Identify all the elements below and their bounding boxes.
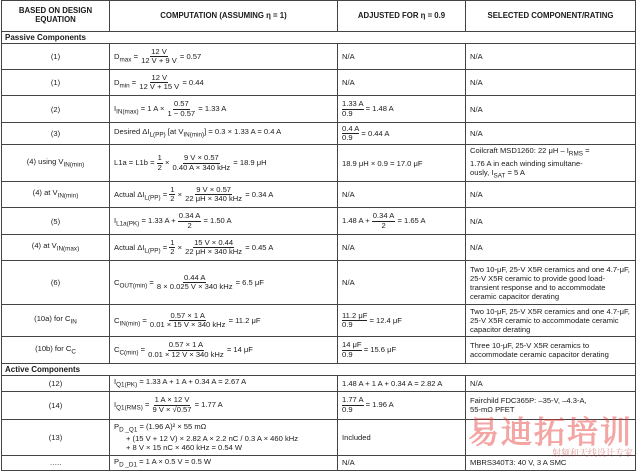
fraction-numerator: 0.57 × 1 A — [170, 310, 205, 320]
fraction-denominator: 2 — [187, 220, 192, 230]
fraction — [342, 100, 364, 118]
fraction-denominator: 8 × 0.025 V × 340 kHz — [156, 282, 233, 292]
adjusted-cell: N/A — [338, 70, 466, 96]
equation-ref-subscript: IN(min) — [63, 161, 85, 169]
computation-cell — [110, 261, 338, 305]
adjusted-cell — [338, 391, 466, 419]
table-row — [2, 182, 636, 208]
formula-subscript: OUT(min) — [119, 282, 148, 290]
formula-result: = 11.2 μF — [226, 315, 261, 325]
equation-ref-text: (10a) for C — [34, 314, 71, 324]
fraction-denominator: 22 μH × 340 kHz — [185, 247, 243, 257]
watermark-title: 易迪拓培训 — [468, 415, 633, 451]
computation-cell — [110, 235, 338, 261]
equation-ref-text: (4) at V — [31, 241, 57, 251]
table-row — [2, 235, 636, 261]
selected-cell: N/A — [466, 123, 636, 145]
fraction-numerator: 11.2 μF — [342, 310, 368, 320]
formula-symbol: D — [114, 77, 120, 87]
equation-ref — [2, 182, 110, 208]
selected-subscript: RMS — [568, 150, 583, 158]
fraction-denominator: 0.40 A × 340 kHz — [172, 162, 231, 172]
equation-ref-subscript: C — [71, 348, 76, 356]
section-row-passive — [2, 32, 636, 44]
selected-cell: N/A — [466, 70, 636, 96]
equation-ref: (6) — [2, 261, 110, 305]
fraction — [342, 396, 364, 414]
adjusted-cell: N/A — [338, 261, 466, 305]
adjusted-cell: N/A — [338, 44, 466, 70]
section-title: Passive Components — [2, 32, 636, 44]
formula-subscript: Q1(RMS) — [116, 404, 143, 412]
selected-text: Coilcraft MSD1260: 22 μH – I — [470, 146, 569, 155]
col-header-adjusted: ADJUSTED FOR η = 0.9 — [338, 1, 466, 32]
table-row — [2, 376, 636, 392]
formula-text: L1a = L1b = — [114, 158, 157, 168]
computation-cell — [110, 96, 338, 123]
table-row — [2, 123, 636, 145]
computation-cell — [110, 208, 338, 235]
formula-text: [at V — [165, 127, 184, 137]
table-row — [2, 337, 636, 364]
selected-cell: N/A — [466, 44, 636, 70]
selected-cell: N/A — [466, 235, 636, 261]
formula-result: = 0.34 A — [243, 189, 274, 199]
selected-line — [470, 168, 631, 181]
formula-result: = 15.6 μF — [361, 345, 397, 355]
table-row — [2, 208, 636, 235]
selected-subscript: SAT — [493, 172, 506, 180]
formula-symbol: I — [114, 104, 117, 113]
selected-line — [470, 146, 631, 159]
formula-text: = — [160, 242, 170, 252]
equation-ref — [2, 235, 110, 261]
formula-symbol: P — [114, 456, 120, 466]
formula-symbol: P — [114, 421, 120, 431]
selected-cell — [466, 415, 636, 455]
fraction — [149, 312, 227, 330]
equation-ref: (13) — [2, 419, 110, 455]
formula-symbol: C — [114, 315, 120, 325]
fraction-numerator: 14 μF — [342, 340, 362, 350]
formula-text: × — [175, 242, 185, 252]
equation-ref: (1) — [2, 70, 110, 96]
fraction — [152, 396, 193, 414]
formula-result: = 12.4 μF — [367, 315, 402, 325]
formula-text: 1.48 A + — [342, 216, 372, 226]
formula-symbol: Actual ΔI — [114, 242, 145, 252]
adjusted-cell: Included — [338, 419, 466, 455]
formula-result: = 1.33 A + 1 A + 0.34 A = 2.67 A — [137, 377, 247, 387]
selected-cell: Two 10-μF, 25-V X5R ceramics and one 4.7-μF, 25-V X5R ceramic to accommodate ceramic capacitor derating — [466, 305, 636, 337]
equation-ref — [2, 337, 110, 364]
table-row — [2, 419, 636, 455]
selected-cell — [466, 391, 636, 419]
formula-result: ] = 0.3 × 1.33 A = 0.4 A — [204, 127, 282, 137]
adjusted-cell: 1.48 A + 1 A + 0.34 A = 2.82 A — [338, 376, 466, 392]
selected-cell: N/A — [466, 208, 636, 235]
fraction — [342, 312, 367, 330]
formula-text: = — [142, 400, 152, 410]
formula-line: + 8 V × 15 nC × 460 kHz = 0.54 W — [126, 443, 243, 453]
fraction-numerator: 1 — [157, 153, 162, 163]
fraction — [138, 74, 180, 92]
computation-cell — [110, 305, 338, 337]
formula-symbol: C — [114, 277, 120, 287]
fraction-denominator: 0.9 — [342, 108, 353, 118]
fraction-denominator: 2 — [170, 194, 175, 204]
equation-ref: (5) — [2, 208, 110, 235]
fraction-denominator: 1 − 0.57 — [167, 108, 196, 118]
equation-ref: (1) — [2, 44, 110, 70]
formula-text: = — [131, 51, 141, 61]
equation-ref-subscript: IN(max) — [56, 245, 80, 253]
formula-result: = 0.44 — [180, 77, 204, 87]
selected-cell: N/A — [466, 182, 636, 208]
fraction-numerator: 1 — [170, 237, 175, 247]
formula-text: × — [175, 189, 185, 199]
formula-result: = 0.45 A — [243, 242, 274, 252]
fraction-numerator: 12 V — [151, 72, 168, 82]
col-header-selected-component: SELECTED COMPONENT/RATING — [466, 1, 636, 32]
fraction-numerator: 9 V × 0.57 — [196, 184, 232, 194]
formula-subscript: IN(min) — [119, 320, 141, 328]
table-row — [2, 455, 636, 471]
formula-symbol: Actual ΔI — [114, 189, 145, 199]
formula-subscript: IN(min) — [183, 131, 205, 139]
fraction-denominator: 0.9 — [342, 320, 353, 330]
equation-ref-text: (10b) for C — [35, 343, 72, 353]
fraction-numerator: 0.4 A — [342, 123, 360, 133]
col-header-computation: COMPUTATION (ASSUMING η = 1) — [110, 1, 338, 32]
fraction — [172, 154, 232, 172]
formula-subscript: Q1(PK) — [116, 381, 138, 389]
table-row — [2, 391, 636, 419]
fraction-denominator: 12 V + 15 V — [139, 82, 180, 91]
fraction-numerator: 0.34 A — [178, 211, 201, 221]
selected-cell: Two 10-μF, 25-V X5R ceramics and one 4.7-μF, 25-V X5R ceramic to provide good load-transient response and to accommodate ceramic capacitor derating — [466, 261, 636, 305]
fraction — [156, 274, 234, 292]
fraction — [147, 341, 225, 359]
equation-ref: (2) — [2, 96, 110, 123]
computation-cell — [110, 391, 338, 419]
computation-cell — [110, 182, 338, 208]
computation-cell — [110, 337, 338, 364]
adjusted-cell — [338, 96, 466, 123]
equation-ref: (12) — [2, 376, 110, 392]
fraction-numerator: 1 A × 12 V — [154, 395, 190, 405]
computation-cell — [110, 419, 338, 455]
fraction-denominator: 0.01 × 15 V × 340 kHz — [149, 320, 226, 330]
fraction-denominator: 2 — [157, 162, 162, 172]
adjusted-cell: N/A — [338, 455, 466, 471]
design-table — [1, 0, 636, 471]
adjusted-cell — [338, 337, 466, 364]
formula-result: = 1.77 A — [192, 400, 223, 410]
formula-text: = — [160, 189, 170, 199]
formula-result: = 1.96 A — [363, 400, 394, 410]
fraction-numerator: 12 V — [151, 46, 167, 56]
formula-line: + (15 V + 12 V) × 2.82 A × 2.2 nC / 0.3 A × 460 kHz — [126, 434, 299, 444]
table-row — [2, 70, 636, 96]
selected-line: Fairchild FDC365P: –35-V, –4.3-A, — [470, 396, 587, 406]
formula-subscript: L(PP) — [144, 194, 161, 202]
fraction-denominator: 12 V + 9 V — [141, 56, 177, 65]
fraction-numerator: 0.34 A — [372, 211, 395, 221]
fraction — [342, 125, 359, 143]
formula-subscript: L1a(PK) — [116, 220, 140, 228]
formula-text: × — [162, 158, 172, 168]
section-title: Active Components — [2, 364, 636, 376]
selected-cell — [466, 145, 636, 182]
fraction-numerator: 1 — [170, 184, 175, 194]
formula-symbol: C — [114, 345, 120, 355]
formula-subscript: min — [119, 82, 130, 90]
adjusted-cell: N/A — [338, 182, 466, 208]
formula-result: = 1.33 A — [196, 104, 227, 113]
table-row — [2, 145, 636, 182]
equation-ref: (14) — [2, 391, 110, 419]
selected-cell: MBRS340T3: 40 V, 3 A SMC — [466, 455, 636, 471]
fraction — [184, 186, 243, 204]
formula-subscript: D _Q1 — [119, 426, 138, 434]
fraction — [167, 100, 197, 118]
formula-subscript: max — [119, 56, 132, 64]
fraction-numerator: 0.57 — [173, 99, 189, 108]
formula-result: = 0.44 A — [359, 128, 390, 138]
fraction-denominator: 0.9 — [342, 349, 353, 359]
formula-result: = 1 A × 0.5 V = 0.5 W — [137, 456, 212, 466]
selected-line: 55-mΩ PFET — [470, 405, 515, 415]
adjusted-cell: N/A — [338, 235, 466, 261]
formula-text: = 1 A × — [138, 104, 167, 113]
formula-result: = 1.50 A — [201, 216, 232, 226]
fraction-numerator: 9 V × 0.57 — [183, 153, 219, 163]
fraction-denominator: 2 — [381, 220, 386, 230]
formula-subscript: L(PP) — [144, 247, 161, 255]
formula-symbol: I — [114, 400, 117, 410]
computation-cell — [110, 70, 338, 96]
formula-subscript: IN(max) — [116, 108, 139, 116]
equation-ref-text: (4) at V — [32, 188, 58, 198]
selected-cell: N/A — [466, 96, 636, 123]
adjusted-cell: 18.9 μH × 0.9 = 17.0 μF — [338, 145, 466, 182]
formula-result: = 6.5 μF — [233, 277, 264, 287]
equation-ref-subscript: IN(min) — [57, 192, 79, 200]
selected-text: ously, I — [470, 167, 494, 177]
formula-result: = 0.57 — [177, 51, 202, 61]
fraction-numerator: 1.77 A — [342, 395, 364, 405]
formula-text: = — [138, 345, 148, 355]
formula-symbol: I — [114, 216, 117, 226]
table-row — [2, 44, 636, 70]
formula-result: = 1.48 A — [363, 104, 394, 113]
equation-ref-subscript: IN — [70, 318, 77, 326]
fraction-denominator: 2 — [170, 247, 175, 257]
formula-text: = 1.33 A + — [139, 216, 178, 226]
formula-subscript: L(PP) — [149, 131, 166, 139]
adjusted-cell — [338, 305, 466, 337]
formula-symbol: I — [114, 377, 117, 387]
fraction-denominator: 0.9 — [342, 404, 353, 414]
selected-cell: Three 10-μF, 25-V X5R ceramics to accommodate ceramic capacitor derating — [466, 337, 636, 364]
fraction-numerator: 15 V × 0.44 — [194, 237, 234, 247]
formula-text: = (1.96 A)² × 55 mΩ — [137, 421, 207, 431]
fraction — [184, 239, 243, 257]
fraction — [140, 48, 178, 66]
formula-subscript: D _D1 — [119, 461, 138, 469]
fraction-denominator: 22 μH × 340 kHz — [185, 194, 243, 204]
table-row — [2, 96, 636, 123]
table-row — [2, 305, 636, 337]
equation-ref: ….. — [2, 455, 110, 471]
selected-text: = — [582, 146, 590, 155]
computation-cell — [110, 376, 338, 392]
formula-symbol: D — [114, 51, 120, 61]
fraction — [342, 341, 362, 359]
fraction-denominator: 9 V × √0.57 — [152, 404, 192, 414]
section-row-active — [2, 364, 636, 376]
equation-ref — [2, 305, 110, 337]
formula-symbol: Desired ΔI — [114, 127, 150, 137]
computation-cell — [110, 123, 338, 145]
formula-text: = — [129, 77, 139, 87]
formula-line — [114, 422, 333, 435]
formula-result: = 18.9 μH — [231, 158, 267, 168]
computation-cell — [110, 145, 338, 182]
formula-result: = 1.65 A — [395, 216, 426, 226]
adjusted-cell — [338, 123, 466, 145]
fraction — [178, 212, 202, 230]
selected-text: = 5 A — [505, 167, 525, 177]
selected-line: 1.76 A in each winding simultane- — [470, 158, 583, 168]
equation-ref — [2, 145, 110, 182]
adjusted-cell — [338, 208, 466, 235]
formula-subscript: C(min) — [119, 349, 139, 357]
col-header-design-equation: BASED ON DESIGN EQUATION — [2, 1, 110, 32]
computation-cell — [110, 44, 338, 70]
formula-text: = — [140, 315, 149, 325]
fraction-numerator: 0.44 A — [183, 272, 206, 282]
watermark-subtitle: 射频和天线设计专家 — [551, 449, 633, 459]
fraction-denominator: 0.01 × 12 V × 340 kHz — [148, 349, 224, 359]
fraction-numerator: 1.33 A — [342, 99, 364, 108]
header-row — [2, 1, 636, 32]
equation-ref: (3) — [2, 123, 110, 145]
fraction-numerator: 0.57 × 1 A — [168, 340, 204, 350]
fraction — [372, 212, 396, 230]
computation-cell — [110, 455, 338, 471]
equation-ref-text: (4) using V — [26, 156, 64, 166]
table-row — [2, 261, 636, 305]
selected-cell: N/A — [466, 376, 636, 392]
formula-text: = — [147, 277, 156, 287]
formula-result: = 14 μF — [224, 345, 253, 355]
fraction-denominator: 0.9 — [342, 133, 353, 142]
